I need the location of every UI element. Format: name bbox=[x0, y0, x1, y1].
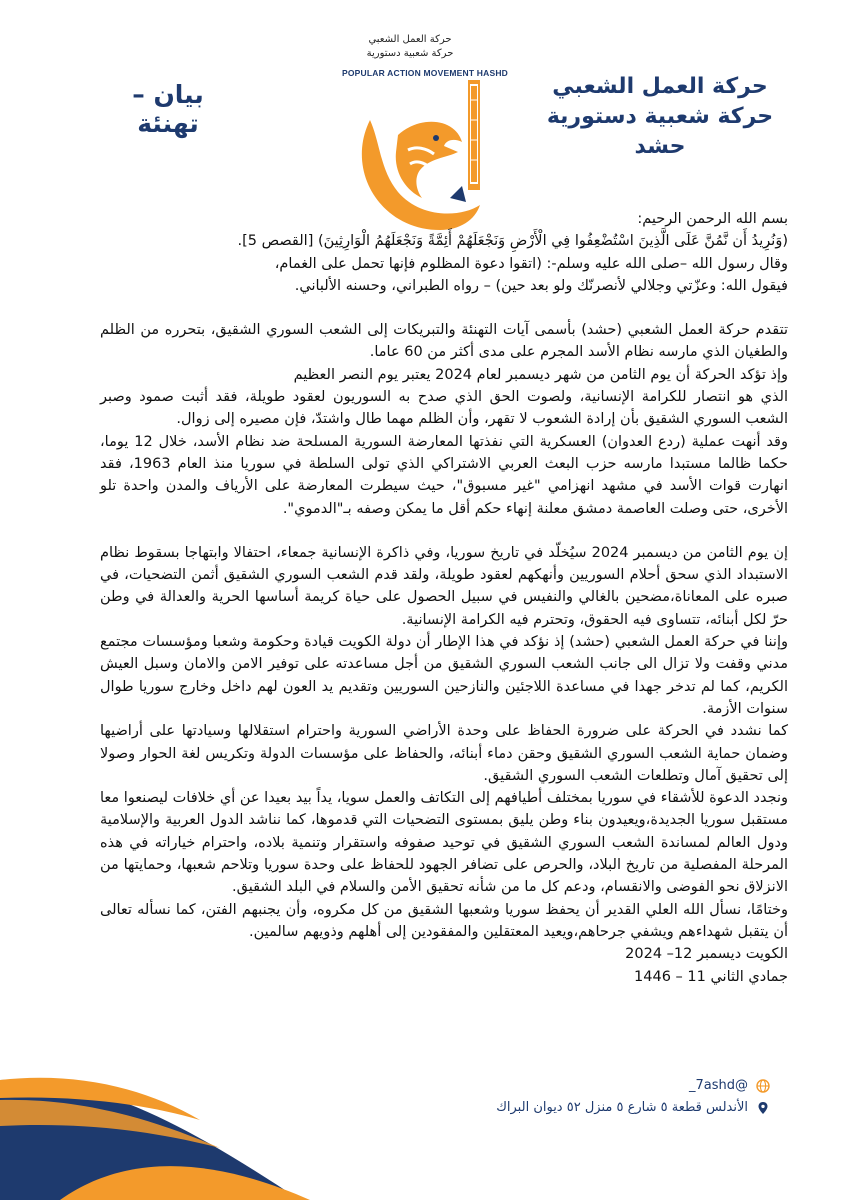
logo-arabic-line1: حركة العمل الشعبي bbox=[368, 34, 452, 45]
gregorian-date: الكويت ديسمبر 12– 2024 bbox=[625, 946, 788, 963]
org-name-line2: حركة شعبية دستورية bbox=[546, 104, 774, 129]
org-name-line1: حركة العمل الشعبي bbox=[552, 74, 768, 99]
hadith-line1: وقال رسول الله –صلى الله عليه وسلم-: (اتقوا دعوة المظلوم فإنها تحمل على الغمام، bbox=[274, 255, 788, 272]
document-title: بيان – تهنئة bbox=[132, 80, 204, 138]
history-paragraph: إن يوم الثامن من ديسمبر 2024 سيُخلّد في تاريخ سوريا، وفي ذاكرة الإنسانية جمعاء، احتفالا وابتهاجا بسقوط نظام الاستبداد الذي سحق أحلام السوريين وأنهكهم لعقود طويلة، ولقد قدم الشعب السوري الشقيق أثمن التضحيات، في صبره على المعاناة،مضحين بالغالي والنفيس في سبيل الحصول على حياة كريمة أساسها الحرية والعدالة في وطن حرّ لكل أبنائه، تتساوى فيه الحقوق، وتحترم فيه الكرامة الإنسانية. bbox=[100, 544, 788, 628]
address-text: الأندلس قطعة ٥ شارع ٥ منزل ٥٢ ديوان البراك bbox=[496, 1100, 748, 1115]
hadith-line2: فيقول الله: وعزّتي وجلالي لأنصرنّك ولو بعد حين) – رواه الطبراني، وحسنه الألباني. bbox=[294, 277, 788, 294]
victory-paragraph: الذي هو انتصار للكرامة الإنسانية، ولصوت الحق الذي صدح به السوريون لعقود طويلة، فقد أثبت صمود وصبر الشعب السوري الشقيق بأن إرادة الشعوب لا تقهر، وأن الظلم مهما طال واشتدّ، فإن مصيره إلى زوال. bbox=[100, 389, 788, 428]
quran-verse: (وَنُرِيدُ أَن نَّمُنَّ عَلَى الَّذِينَ اسْتُضْعِفُوا فِي الْأَرْضِ وَنَجْعَلَهُمْ أَئِمَّةً وَنَجْعَلَهُمُ الْوَارِثِينَ) [القصص 5]. bbox=[237, 233, 788, 250]
victory-day-line: وإذ تؤكد الحركة أن يوم الثامن من شهر ديسمبر لعام 2024 يعتبر يوم النصر العظيم bbox=[293, 366, 788, 383]
unity-paragraph: كما نشدد في الحركة على ضرورة الحفاظ على وحدة الأراضي السورية واحترام استقلالها وسيادتها على أراضيها وضمان حماية الشعب السوري الشقيق وحقن دماء أبنائه، والحفاظ على مؤسسات الدولة وتكريس لغة الحوار وصولا إلى تحقيق آمال وتطلعات الشعب السوري الشقيق. bbox=[100, 723, 788, 784]
org-name-line3: حشد bbox=[634, 134, 686, 159]
closing-paragraph: وختامًا، نسأل الله العلي القدير أن يحفظ سوريا وشعبها الشقيق من كل مكروه، وأن يجنبهم الفتن، كما نسأله تعالى أن يتقبل شهداءهم ويشفي جرحاهم،ويعيد المعتقلين والمفقودين إلى أهلهم وذويهم سالمين. bbox=[100, 901, 788, 940]
hijri-date: جمادي الثاني 11 – 1446 bbox=[634, 968, 788, 985]
kuwait-support-paragraph: وإننا في حركة العمل الشعبي (حشد) إذ نؤكد في هذا الإطار أن دولة الكويت قيادة وحكومة وشعبا ومؤسسات مجتمع مدني وقفت ولا تزال الى جانب الشعب السوري الشقيق من أجل مساعدته على توفير الامن والامان وسبل العيش الكريم، كما لم تدخر جهدا في مساعدة اللاجئين والنازحين السوريين وتقديم يد العون لهم داخل وخارج سوريا طوال سنوات الأزمة. bbox=[100, 634, 788, 717]
logo-english-name: POPULAR ACTION MOVEMENT HASHD bbox=[341, 68, 509, 78]
social-handle-text: @7ashd_ bbox=[688, 1078, 748, 1093]
appeal-paragraph: ونجدد الدعوة للأشقاء في سوريا بمختلف أطيافهم إلى التكاتف والعمل سويا، يداً بيد بعيدا عن أي خلافات ليصنعوا معا مستقبل سوريا الجديدة،ويعيدون بناء وطن يليق بمستوى التضحيات التي قدموها، كما نناشد الدول العربية والإسلامية ودول العالم لمساندة الشعب السوري الشقيق في توحيد صفوفه واستقرار وتنمية بلاده، واحترام خياراته في هذه المرحلة المفصلية من تاريخ البلاد، والحرص على تضافر الجهود للحفاظ على وحدة سوريا وتلاحم شعبها، وحمايتها من الانزلاق نحو الفوضى والانقسام، ودعم كل ما من شأنه تحقيق الأمن والسلام في البلد الشقيق. bbox=[100, 790, 788, 896]
operation-paragraph: وقد أنهت عملية (ردع العدوان) العسكرية التي نفذتها المعارضة السورية المسلحة ضد نظام الأسد، خلال 12 يوما، حكما ظالما مستبدا مارسه حزب البعث العربي الاشتراكي الذي تولى السلطة في سوريا منذ العام 1963، فقد انهارت قوات الأسد في مشهد انهزامي "غير مسبوق"، حيث سيطرت المعارضة على الأرياف والمدن واحدة تلو الأخرى، حتى وصلت العاصمة دمشق معلنة إنهاء حكم أقل ما يمكن وصفه بـ"الدموي". bbox=[100, 433, 788, 517]
logo-arabic-line2: حركة شعبية دستورية bbox=[366, 48, 454, 59]
congratulation-paragraph: تتقدم حركة العمل الشعبي (حشد) بأسمى آيات التهنئة والتبريكات إلى الشعب السوري الشقيق، بتحرره من الظلم والطغيان الذي مارسه نظام الأسد المجرم على مدى أكثر من 60 عاما. bbox=[100, 322, 788, 361]
basmala-line: بسم الله الرحمن الرحيم: bbox=[637, 211, 788, 227]
